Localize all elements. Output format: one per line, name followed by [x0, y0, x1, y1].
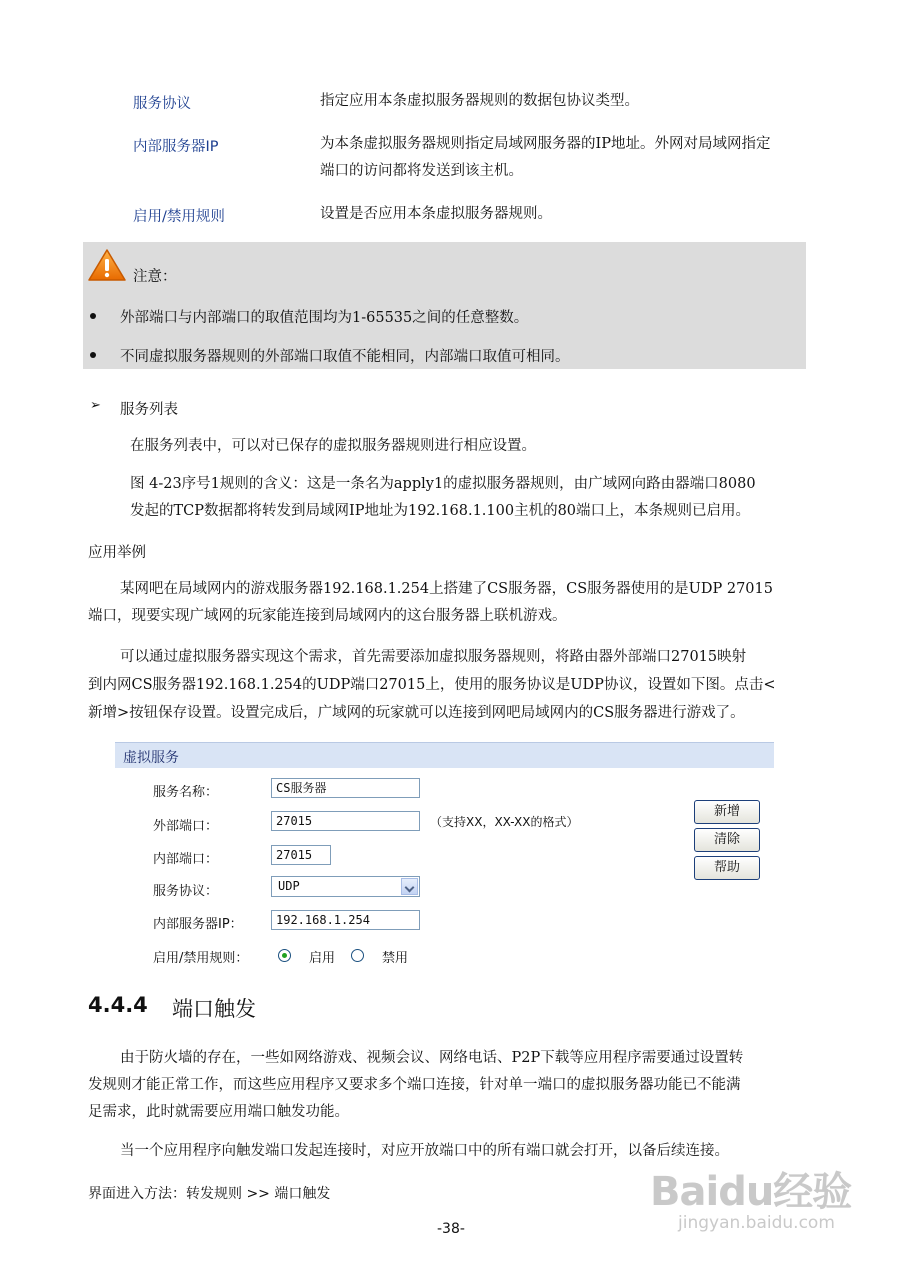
example-para2-line2: 到内网CS服务器192.168.1.254的UDP端口27015上，使用的服务协议是UDP协议，设置如下图。点击<: [88, 677, 776, 693]
example-para2-line3: 新增>按钮保存设置。设置完成后，广域网的玩家就可以连接到网吧局域网内的CS服务器进行游戏了。: [88, 705, 745, 721]
form-header: [115, 742, 774, 768]
external-port-input[interactable]: 27015: [271, 811, 420, 831]
service-list-intro: 在服务列表中，可以对已保存的虚拟服务器规则进行相应设置。: [130, 438, 536, 454]
service-name-input[interactable]: CS服务器: [271, 778, 420, 798]
form-header-title: 虚拟服务: [123, 750, 179, 766]
arrow-bullet-icon: ➢: [90, 398, 101, 413]
radio-disable[interactable]: [351, 949, 364, 962]
label-external-port: 外部端口：: [153, 819, 219, 834]
desc-enable-rule: 设置是否应用本条虚拟服务器规则。: [320, 206, 552, 222]
desc-server-ip-line1: 为本条虚拟服务器规则指定局域网服务器的IP地址。外网对局域网指定: [320, 136, 771, 152]
watermark-url: jingyan.baidu.com: [678, 1213, 835, 1233]
help-button[interactable]: 帮助: [694, 856, 760, 880]
service-list-line2: 发起的TCP数据都将转发到局域网IP地址为192.168.1.100主机的80端口上，本条规则已启用。: [130, 503, 751, 519]
internal-port-input[interactable]: 27015: [271, 845, 331, 865]
note-item: 不同虚拟服务器规则的外部端口取值不能相同，内部端口取值可相同。: [120, 349, 570, 365]
chevron-down-icon[interactable]: [401, 878, 418, 895]
label-protocol: 服务协议：: [153, 884, 219, 899]
bullet: [90, 352, 96, 358]
section-para1-line3: 足需求，此时就需要应用端口触发功能。: [88, 1104, 349, 1120]
radio-enable[interactable]: [278, 949, 291, 962]
watermark-logo: Baidu经验: [650, 1169, 852, 1215]
clear-button[interactable]: 清除: [694, 828, 760, 852]
warning-icon: [87, 248, 127, 282]
format-hint: （支持XX，XX-XX的格式）: [430, 815, 579, 829]
bullet: [90, 313, 96, 319]
section-title: 端口触发: [172, 997, 256, 1021]
desc-server-ip-line2: 端口的访问都将发送到该主机。: [320, 163, 523, 179]
section-para2: 当一个应用程序向触发端口发起连接时，对应开放端口中的所有端口就会打开，以备后续连接。: [120, 1143, 729, 1159]
section-para1-line1: 由于防火墙的存在，一些如网络游戏、视频会议、网络电话、P2P下载等应用程序需要通过设置转: [120, 1050, 744, 1066]
term-server-ip: 内部服务器IP: [133, 139, 219, 155]
note-title: 注意：: [133, 269, 177, 285]
nav-path: 界面进入方法：转发规则 >> 端口触发: [88, 1186, 331, 1202]
server-ip-input[interactable]: 192.168.1.254: [271, 910, 420, 930]
service-list-line1: 图 4-23序号1规则的含义：这是一条名为apply1的虚拟服务器规则，由广域网向路由器端口8080: [130, 476, 756, 492]
example-para1-line2: 端口，现要实现广域网的玩家能连接到局域网内的这台服务器上联机游戏。: [88, 608, 567, 624]
desc-protocol: 指定应用本条虚拟服务器规则的数据包协议类型。: [320, 93, 639, 109]
label-service-name: 服务名称：: [153, 785, 219, 800]
section-para1-line2: 发规则才能正常工作，而这些应用程序又要求多个端口连接，针对单一端口的虚拟服务器功能已不能满: [88, 1077, 741, 1093]
label-internal-port: 内部端口：: [153, 852, 219, 867]
note-item: 外部端口与内部端口的取值范围均为1-65535之间的任意整数。: [120, 310, 529, 326]
section-number: 4.4.4: [88, 993, 148, 1017]
service-list-heading: 服务列表: [120, 402, 178, 418]
label-enable-rule: 启用/禁用规则：: [153, 951, 249, 966]
term-enable-rule: 启用/禁用规则: [133, 209, 225, 225]
example-heading: 应用举例: [88, 545, 146, 561]
label-server-ip: 内部服务器IP：: [153, 917, 243, 932]
example-para2-line1: 可以通过虚拟服务器实现这个需求，首先需要添加虚拟服务器规则，将路由器外部端口27015映射: [120, 649, 747, 665]
radio-disable-label: 禁用: [382, 951, 409, 966]
add-button[interactable]: 新增: [694, 800, 760, 824]
term-protocol: 服务协议: [133, 96, 191, 112]
example-para1-line1: 某网吧在局域网内的游戏服务器192.168.1.254上搭建了CS服务器，CS服务器使用的是UDP 27015: [120, 581, 773, 597]
protocol-select-value: UDP: [278, 879, 300, 893]
page-number: -38-: [437, 1221, 465, 1237]
radio-enable-label: 启用: [309, 951, 336, 966]
protocol-select[interactable]: [271, 876, 420, 897]
